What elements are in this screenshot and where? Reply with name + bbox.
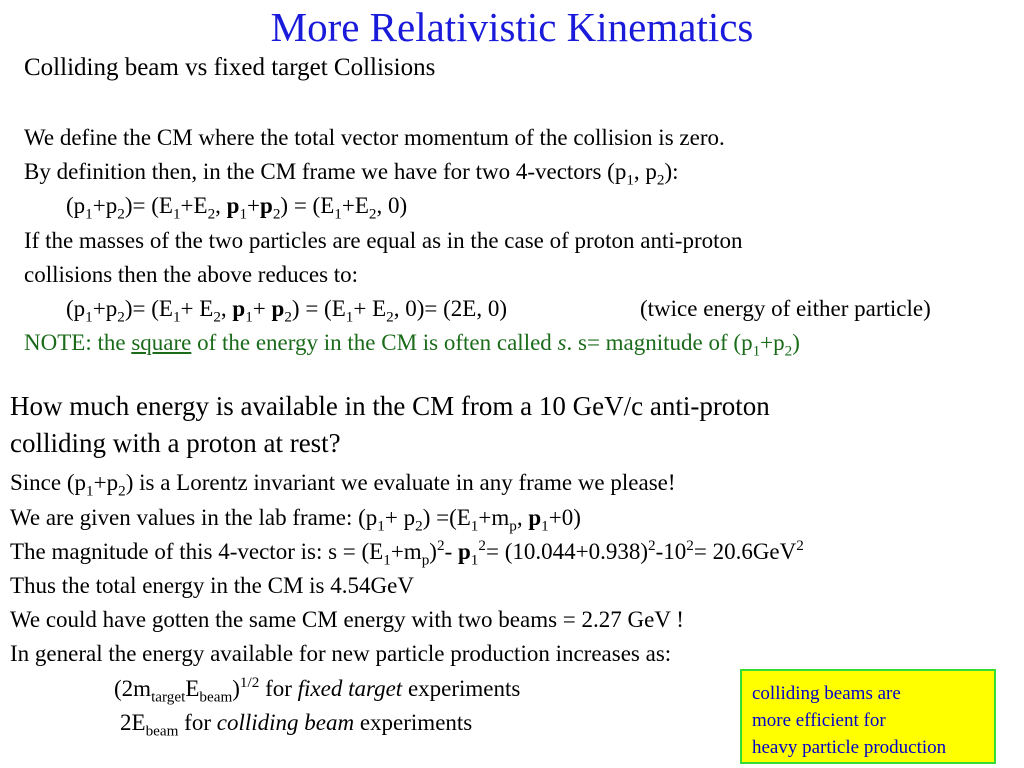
answer-total-energy-line: Thus the total energy in the CM is 4.54GeV xyxy=(10,573,414,598)
question-line-1: How much energy is available in the CM from a 10 GeV/c anti-proton xyxy=(10,391,770,421)
cm-definition-line: We define the CM where the total vector momentum of the collision is zero. xyxy=(24,125,725,150)
cm-equation-2: $(p_1+p_2)= (E_1+ E_2$, $p_1+ p_2) = (E_1+ E_2$, 0)= (2E, 0) xyxy=(66,296,507,326)
fixed-target-formula: $(2m_{target}E_{beam})^{1/2}$ for fixed target experiments xyxy=(114,673,521,706)
section-heading: Colliding beam vs fixed target Collisions xyxy=(24,54,436,81)
note-line: NOTE: the square of the energy in the CM is often called s. s= magnitude of $(p_1+p_2)$ xyxy=(24,330,800,360)
slide-title: More Relativistic Kinematics xyxy=(270,4,754,50)
answer-magnitude-line: The magnitude of this 4-vector is: $s = (E_1+m_p)^2-$ $p_1^2= (10.044+0.938)^2-10^2= 20.6GeV^2$ xyxy=(10,536,804,569)
question-line-2: colliding with a proton at rest? xyxy=(10,428,341,458)
answer-general-line: In general the energy available for new particle production increases as: xyxy=(10,641,672,666)
callout-box xyxy=(740,669,996,764)
callout-line-3: heavy particle production xyxy=(752,737,947,758)
callout-line-2: more efficient for xyxy=(752,710,886,731)
answer-lab-frame-line: We are given values in the lab frame: $(p_1+ p_2) =(E_1+m_p$, $p_1+0$) xyxy=(10,505,581,535)
equal-mass-line: If the masses of the two particles are equal as in the case of proton anti-proton xyxy=(24,228,743,253)
callout-line-1: colliding beams are xyxy=(752,683,901,704)
cm-equation-1: $(p_1+p_2)= (E_1+E_2$, $p_1+p_2) = (E_1+E_2$, 0) xyxy=(66,193,408,223)
answer-two-beams-line: We could have gotten the same CM energy with two beams = 2.27 GeV ! xyxy=(10,607,684,632)
answer-invariant-line: Since $(p_1+p_2)$ is a Lorentz invariant we evaluate in any frame we please! xyxy=(10,470,676,500)
reduces-line: collisions then the above reduces to: xyxy=(24,262,359,287)
cm-equation-2-note: (twice energy of either particle) xyxy=(640,296,931,321)
cm-four-vectors-line: By definition then, in the CM frame we have for two 4-vectors ($p_1$, $p_2$): xyxy=(24,159,679,189)
colliding-beam-formula: $2E_{beam}$ for colliding beam experiments xyxy=(120,710,473,740)
